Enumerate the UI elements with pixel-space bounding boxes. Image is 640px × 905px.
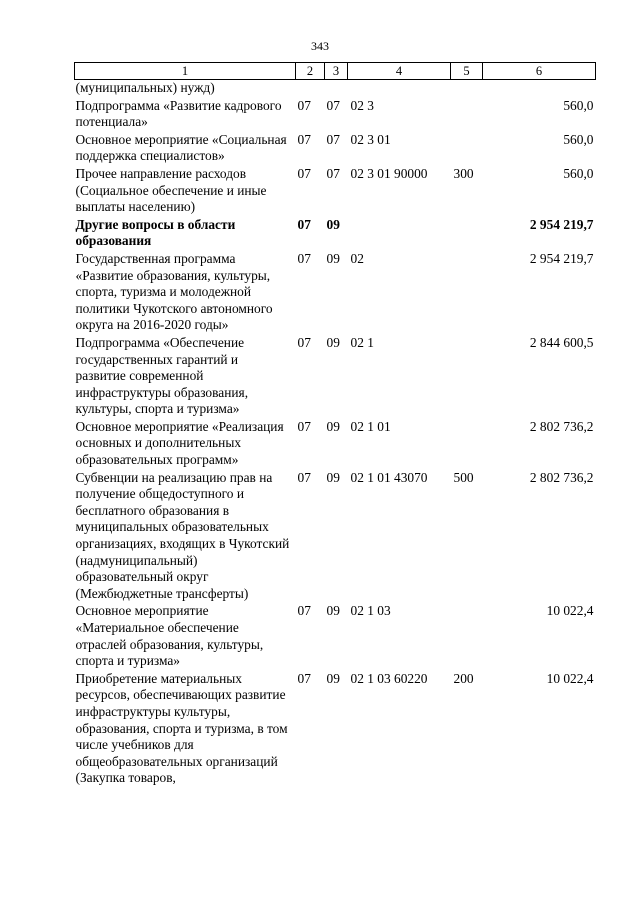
row-section: 07 xyxy=(297,469,311,485)
row-target-code: 02 1 xyxy=(350,334,374,350)
row-amount: 2 954 219,7 xyxy=(529,250,594,266)
row-expense-type xyxy=(451,419,483,470)
row-subsection: 07 xyxy=(326,165,340,181)
row-expense-type xyxy=(451,603,483,670)
row-target-code: 02 1 01 43070 xyxy=(350,469,428,485)
row-subsection: 07 xyxy=(326,97,340,113)
row-expense-type: 300 xyxy=(453,165,474,181)
row-expense-type xyxy=(451,335,483,419)
row-amount: 10 022,4 xyxy=(546,670,594,686)
header-cell-target-code: 4 xyxy=(348,63,451,80)
row-amount: 560,0 xyxy=(563,131,594,147)
row-section: 07 xyxy=(297,131,311,147)
row-name: Основное мероприятие «Материальное обеспечение отраслей образования, культуры, спорта и туризма» xyxy=(75,603,264,669)
table-row xyxy=(75,80,596,98)
row-subsection: 09 xyxy=(326,603,340,619)
page-number: 343 xyxy=(311,39,329,53)
row-expense-type xyxy=(451,98,483,132)
header-cell-amount: 6 xyxy=(483,63,596,80)
row-subsection xyxy=(325,80,348,98)
row-section: 07 xyxy=(297,603,311,619)
header-cell-section: 2 xyxy=(296,63,325,80)
row-section: 07 xyxy=(297,216,311,232)
row-target-code: 02 3 01 90000 xyxy=(350,165,428,181)
row-section: 07 xyxy=(297,418,311,434)
row-expense-type: 500 xyxy=(453,469,474,485)
row-expense-type xyxy=(451,132,483,166)
table-row xyxy=(75,132,596,166)
table-row xyxy=(75,419,596,470)
table-row xyxy=(75,603,596,670)
row-subsection: 09 xyxy=(326,469,340,485)
row-name: Субвенции на реализацию прав на получение общедоступного и бесплатного образования в муниципальных образовательных организациях, входящих в Чукотский (надмуниципальный) образовательный округ (Межбюджетные трансферты) xyxy=(75,469,290,601)
row-name: Основное мероприятие «Реализация основных и дополнительных образовательных программ» xyxy=(75,418,284,468)
table-body xyxy=(75,80,596,788)
table-row xyxy=(75,671,596,788)
row-subsection: 09 xyxy=(326,250,340,266)
row-amount: 2 954 219,7 xyxy=(529,216,594,232)
row-target-code: 02 3 xyxy=(350,97,374,113)
table-row xyxy=(75,470,596,604)
table-row xyxy=(75,251,596,335)
row-name: Государственная программа «Развитие образования, культуры, спорта, туризма и молодежной политики Чукотского автономного округа на 2016-2020 годы» xyxy=(75,250,273,333)
table-row xyxy=(75,217,596,251)
row-section: 07 xyxy=(297,165,311,181)
header-cell-expense-type: 5 xyxy=(451,63,483,80)
row-amount xyxy=(483,80,596,98)
row-name: Основное мероприятие «Социальная поддержка специалистов» xyxy=(75,131,287,164)
row-expense-type xyxy=(451,217,483,251)
row-section xyxy=(296,80,325,98)
table-row xyxy=(75,98,596,132)
row-section: 07 xyxy=(297,97,311,113)
row-subsection: 09 xyxy=(326,216,340,232)
row-target-code xyxy=(348,80,451,98)
table-row xyxy=(75,166,596,217)
budget-table xyxy=(74,62,596,788)
row-expense-type xyxy=(451,80,483,98)
row-amount: 10 022,4 xyxy=(546,603,594,619)
row-amount: 2 844 600,5 xyxy=(529,334,594,350)
row-section: 07 xyxy=(297,670,311,686)
row-target-code: 02 1 03 60220 xyxy=(350,670,428,686)
row-target-code: 02 1 03 xyxy=(350,603,391,619)
row-target-code: 02 xyxy=(350,250,364,266)
row-name: Подпрограмма «Обеспечение государственных гарантий и развитие современной инфраструктуры образования, культуры, спорта и туризма» xyxy=(75,334,249,417)
row-name: (муниципальных) нужд) xyxy=(75,80,215,95)
row-subsection: 09 xyxy=(326,418,340,434)
row-target-code xyxy=(348,217,451,251)
row-amount: 560,0 xyxy=(563,97,594,113)
row-name: Прочее направление расходов (Социальное обеспечение и иные выплаты населению) xyxy=(75,165,267,215)
row-name: Подпрограмма «Развитие кадрового потенциала» xyxy=(75,97,282,130)
row-expense-type: 200 xyxy=(453,670,474,686)
row-name: Другие вопросы в области образования xyxy=(75,216,236,249)
header-cell-subsection: 3 xyxy=(325,63,348,80)
table-row xyxy=(75,335,596,419)
row-section: 07 xyxy=(297,334,311,350)
row-amount: 560,0 xyxy=(563,165,594,181)
row-subsection: 09 xyxy=(326,670,340,686)
row-target-code: 02 1 01 xyxy=(350,418,391,434)
row-amount: 2 802 736,2 xyxy=(529,418,594,434)
row-amount: 2 802 736,2 xyxy=(529,469,594,485)
row-name: Приобретение материальных ресурсов, обеспечивающих развитие инфраструктуры культуры, образования, спорта и туризма, в том числе учебников для общеобразовательных организаций (Закупка товаров, xyxy=(75,670,288,786)
row-section: 07 xyxy=(297,250,311,266)
row-subsection: 09 xyxy=(326,334,340,350)
header-row xyxy=(75,63,596,80)
row-subsection: 07 xyxy=(326,131,340,147)
header-cell-name: 1 xyxy=(75,63,296,80)
row-expense-type xyxy=(451,251,483,335)
row-target-code: 02 3 01 xyxy=(350,131,391,147)
